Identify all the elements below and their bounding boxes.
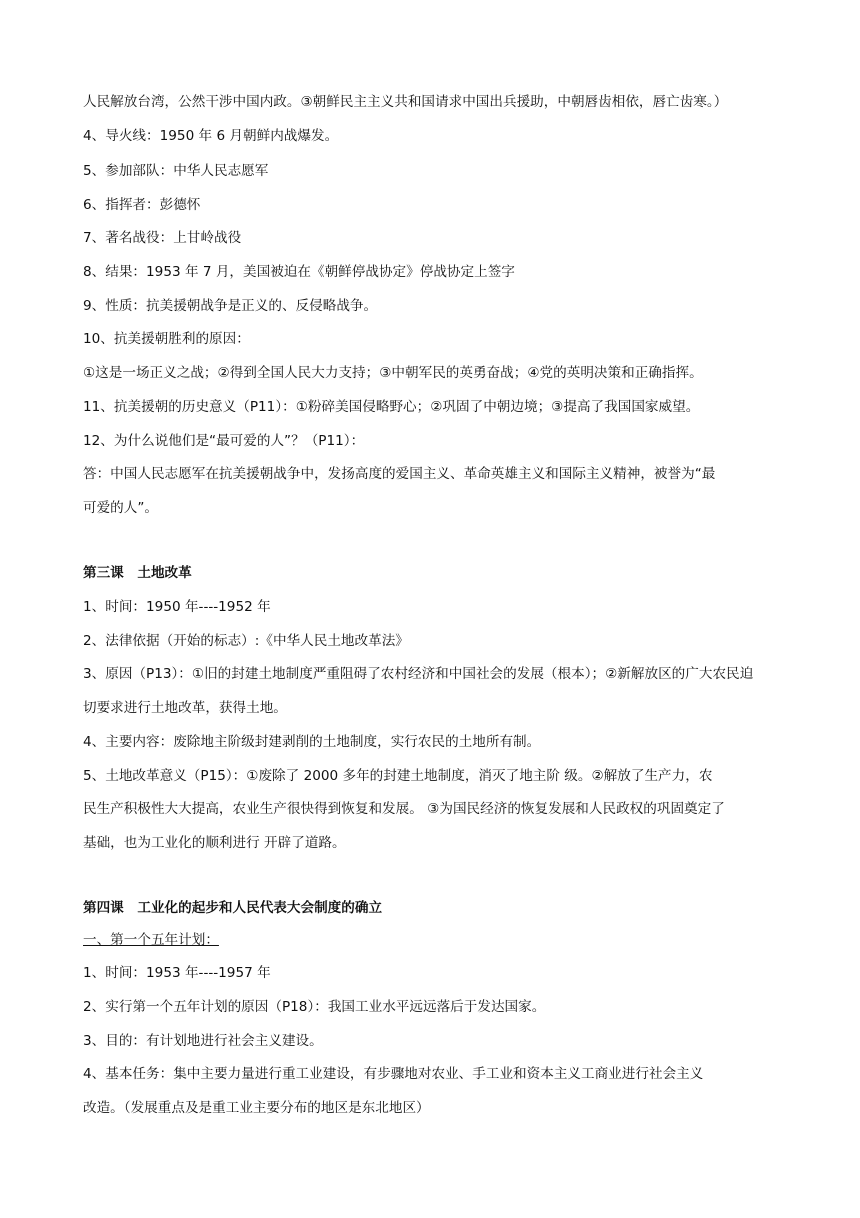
text-line: 1、时间：1953 年----1957 年 — [83, 965, 271, 981]
text-line: 11、抗美援朝的历史意义（P11）：①粉碎美国侵略野心；②巩固了中朝边境；③提高了我国国家威望。 — [83, 399, 700, 415]
text-line: 9、性质：抗美援朝战争是正义的、反侵略战争。 — [83, 298, 378, 314]
text-line: 5、土地改革意义（P15）：①废除了 2000 多年的封建土地制度，消灭了地主阶 级。②解放了生产力，农 — [83, 768, 713, 784]
text-line: 8、结果：1953 年 7 月，美国被迫在《朝鲜停战协定》停战协定上签字 — [83, 264, 515, 280]
text-line: 3、原因（P13）：①旧的封建土地制度严重阻碍了农村经济和中国社会的发展（根本）；②新解放区的广大农民迫 — [83, 666, 754, 682]
text-line: 4、主要内容：废除地主阶级封建剥削的土地制度，实行农民的土地所有制。 — [83, 734, 541, 750]
text-line: 民生产积极性大大提高，农业生产很快得到恢复和发展。 ③为国民经济的恢复发展和人民政权的巩固奠定了 — [83, 801, 725, 817]
text-line: 4、基本任务：集中主要力量进行重工业建设，有步骤地对农业、手工业和资本主义工商业进行社会主义 — [83, 1066, 704, 1082]
text-line: 5、参加部队：中华人民志愿军 — [83, 163, 269, 179]
subsection-heading: 一、第一个五年计划： — [83, 932, 219, 948]
text-line: 答：中国人民志愿军在抗美援朝战争中，发扬高度的爱国主义、革命英雄主义和国际主义精神，被誉为“最 — [83, 466, 716, 482]
text-line: 10、抗美援朝胜利的原因： — [83, 331, 250, 347]
text-line: 6、指挥者：彭德怀 — [83, 197, 201, 213]
text-line: 1、时间：1950 年----1952 年 — [83, 599, 271, 615]
text-line: ①这是一场正义之战；②得到全国人民大力支持；③中朝军民的英勇奋战；④党的英明决策和正确指挥。 — [83, 365, 703, 381]
text-line: 可爱的人”。 — [83, 500, 159, 516]
text-line: 12、为什么说他们是“最可爱的人”？（P11）： — [83, 433, 365, 449]
text-line: 人民解放台湾，公然干涉中国内政。③朝鲜民主主义共和国请求中国出兵援助，中朝唇齿相依，唇亡齿寒。） — [83, 94, 728, 110]
text-line: 改造。（发展重点及是重工业主要分布的地区是东北地区） — [83, 1100, 430, 1116]
text-line: 2、法律依据（开始的标志）:《中华人民土地改革法》 — [83, 633, 409, 649]
text-line: 切要求进行土地改革，获得土地。 — [83, 700, 287, 716]
text-line: 4、导火线：1950 年 6 月朝鲜内战爆发。 — [83, 128, 339, 144]
text-line: 基础，也为工业化的顺利进行 开辟了道路。 — [83, 835, 346, 851]
section-heading: 第四课 工业化的起步和人民代表大会制度的确立 — [83, 900, 383, 916]
text-line: 7、著名战役：上甘岭战役 — [83, 230, 242, 246]
text-line: 2、实行第一个五年计划的原因（P18）：我国工业水平远远落后于发达国家。 — [83, 999, 546, 1015]
section-heading: 第三课 土地改革 — [83, 565, 192, 581]
text-line: 3、目的：有计划地进行社会主义建设。 — [83, 1033, 323, 1049]
